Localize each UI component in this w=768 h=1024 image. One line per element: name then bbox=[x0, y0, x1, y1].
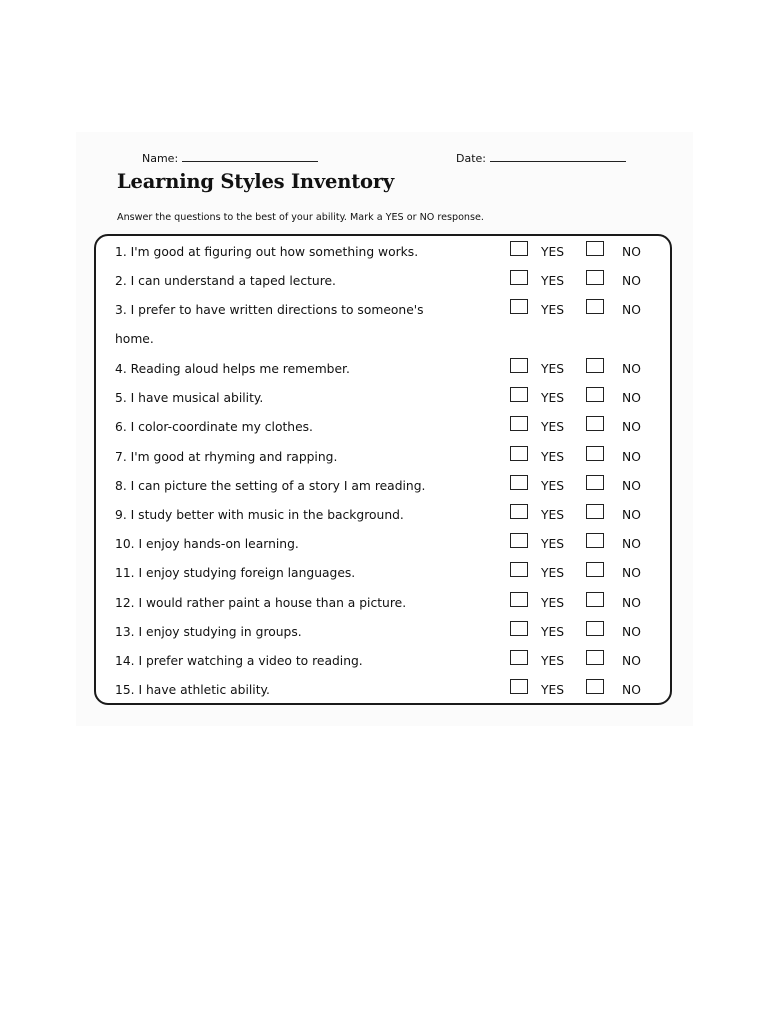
no-label: NO bbox=[622, 596, 641, 610]
question-text: 3. I prefer to have written directions to someone's bbox=[115, 303, 424, 317]
yes-checkbox[interactable] bbox=[510, 241, 528, 256]
no-checkbox[interactable] bbox=[586, 241, 604, 256]
yes-label: YES bbox=[541, 566, 565, 580]
question-row bbox=[0, 446, 768, 468]
question-text: 12. I would rather paint a house than a picture. bbox=[115, 596, 407, 610]
no-checkbox[interactable] bbox=[586, 387, 604, 402]
question-text: 15. I have athletic ability. bbox=[115, 683, 270, 697]
yes-checkbox[interactable] bbox=[510, 416, 528, 431]
yes-label: YES bbox=[541, 274, 565, 288]
yes-label: YES bbox=[541, 479, 565, 493]
no-label: NO bbox=[622, 420, 641, 434]
question-row bbox=[0, 475, 768, 497]
yes-label: YES bbox=[541, 420, 565, 434]
question-row bbox=[0, 504, 768, 526]
no-label: NO bbox=[622, 450, 641, 464]
question-text: 8. I can picture the setting of a story I am reading. bbox=[115, 479, 426, 493]
question-row bbox=[0, 533, 768, 555]
no-label: NO bbox=[622, 362, 641, 376]
no-label: NO bbox=[622, 683, 641, 697]
yes-checkbox[interactable] bbox=[510, 446, 528, 461]
question-text: 9. I study better with music in the background. bbox=[115, 508, 404, 522]
yes-checkbox[interactable] bbox=[510, 475, 528, 490]
yes-checkbox[interactable] bbox=[510, 679, 528, 694]
no-checkbox[interactable] bbox=[586, 358, 604, 373]
yes-checkbox[interactable] bbox=[510, 621, 528, 636]
question-text: 11. I enjoy studying foreign languages. bbox=[115, 566, 356, 580]
yes-label: YES bbox=[541, 625, 565, 639]
no-label: NO bbox=[622, 508, 641, 522]
yes-checkbox[interactable] bbox=[510, 358, 528, 373]
question-text: 1. I'm good at figuring out how something works. bbox=[115, 245, 419, 259]
no-checkbox[interactable] bbox=[586, 562, 604, 577]
question-row bbox=[0, 358, 768, 380]
yes-label: YES bbox=[541, 391, 565, 405]
no-label: NO bbox=[622, 537, 641, 551]
yes-checkbox[interactable] bbox=[510, 504, 528, 519]
yes-label: YES bbox=[541, 654, 565, 668]
question-row bbox=[0, 650, 768, 672]
question-text: 5. I have musical ability. bbox=[115, 391, 264, 405]
name-label: Name: bbox=[142, 152, 179, 165]
question-row bbox=[0, 387, 768, 409]
question-row bbox=[0, 416, 768, 438]
yes-checkbox[interactable] bbox=[510, 270, 528, 285]
question-3-continuation: home. bbox=[115, 332, 154, 346]
yes-label: YES bbox=[541, 683, 565, 697]
no-label: NO bbox=[622, 654, 641, 668]
yes-checkbox[interactable] bbox=[510, 592, 528, 607]
no-checkbox[interactable] bbox=[586, 679, 604, 694]
name-blank-line[interactable] bbox=[182, 150, 318, 162]
date-field[interactable] bbox=[456, 150, 626, 166]
yes-label: YES bbox=[541, 508, 565, 522]
date-blank-line[interactable] bbox=[490, 150, 626, 162]
question-row bbox=[0, 679, 768, 701]
yes-label: YES bbox=[541, 596, 565, 610]
question-text: 10. I enjoy hands-on learning. bbox=[115, 537, 299, 551]
question-text: 14. I prefer watching a video to reading. bbox=[115, 654, 363, 668]
question-text: 7. I'm good at rhyming and rapping. bbox=[115, 450, 338, 464]
question-text: 13. I enjoy studying in groups. bbox=[115, 625, 302, 639]
yes-label: YES bbox=[541, 245, 565, 259]
yes-label: YES bbox=[541, 303, 565, 317]
question-row bbox=[0, 621, 768, 643]
question-row bbox=[0, 592, 768, 614]
question-row bbox=[0, 299, 768, 321]
question-row bbox=[0, 562, 768, 584]
no-label: NO bbox=[622, 245, 641, 259]
no-checkbox[interactable] bbox=[586, 416, 604, 431]
no-checkbox[interactable] bbox=[586, 504, 604, 519]
no-label: NO bbox=[622, 479, 641, 493]
no-checkbox[interactable] bbox=[586, 299, 604, 314]
no-checkbox[interactable] bbox=[586, 475, 604, 490]
question-text: 4. Reading aloud helps me remember. bbox=[115, 362, 350, 376]
name-field[interactable] bbox=[142, 150, 318, 166]
instructions-text: Answer the questions to the best of your ability. Mark a YES or NO response. bbox=[117, 212, 484, 223]
no-label: NO bbox=[622, 391, 641, 405]
date-label: Date: bbox=[456, 152, 486, 165]
yes-label: YES bbox=[541, 537, 565, 551]
no-checkbox[interactable] bbox=[586, 533, 604, 548]
question-text: 2. I can understand a taped lecture. bbox=[115, 274, 336, 288]
no-label: NO bbox=[622, 566, 641, 580]
question-row bbox=[0, 241, 768, 263]
no-checkbox[interactable] bbox=[586, 592, 604, 607]
question-row bbox=[0, 270, 768, 292]
no-checkbox[interactable] bbox=[586, 446, 604, 461]
yes-checkbox[interactable] bbox=[510, 533, 528, 548]
page-title: Learning Styles Inventory bbox=[117, 170, 395, 193]
yes-checkbox[interactable] bbox=[510, 650, 528, 665]
yes-label: YES bbox=[541, 362, 565, 376]
yes-checkbox[interactable] bbox=[510, 387, 528, 402]
no-checkbox[interactable] bbox=[586, 621, 604, 636]
no-label: NO bbox=[622, 274, 641, 288]
no-label: NO bbox=[622, 303, 641, 317]
no-label: NO bbox=[622, 625, 641, 639]
yes-checkbox[interactable] bbox=[510, 299, 528, 314]
question-text: 6. I color-coordinate my clothes. bbox=[115, 420, 313, 434]
no-checkbox[interactable] bbox=[586, 650, 604, 665]
no-checkbox[interactable] bbox=[586, 270, 604, 285]
yes-checkbox[interactable] bbox=[510, 562, 528, 577]
yes-label: YES bbox=[541, 450, 565, 464]
